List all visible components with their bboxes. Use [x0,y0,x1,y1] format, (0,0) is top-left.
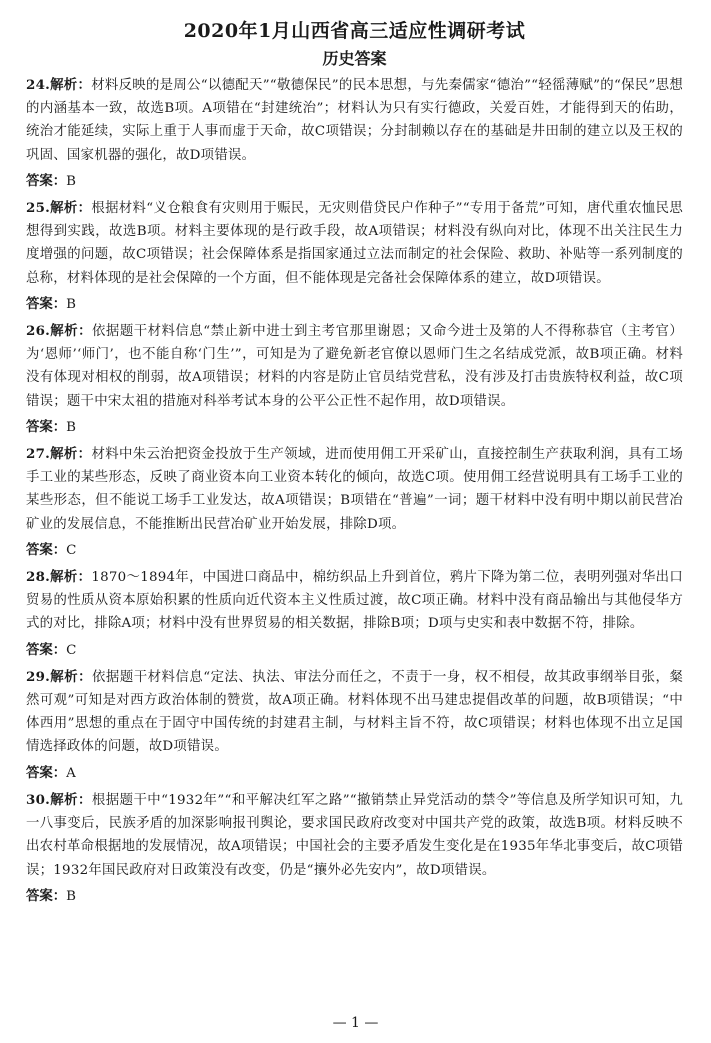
question-item [26,666,683,785]
analysis-text: 依据题干材料信息“禁止新中进士到主考官那里谢恩；又命今进士及第的人不得称恭官（主考官）为‘恩师’‘师门’，也不能自称‘门生’”，可知是为了避免新老官僚以恩师门生之名结成党派，故B项正确。材料没有体现对相权的削弱，故A项错误；材料的内容是防止官员结党营私，没有涉及打击贵族特权利益，故C项错误；题干中宋太祖的措施对科举考试本身的公平公正性不起作用，故D项错误。 [26,324,683,409]
question-item [26,789,683,908]
question-answer [26,539,683,562]
question-analysis [26,74,683,167]
question-number: 25. [26,200,51,217]
question-analysis [26,320,683,413]
analysis-label: 解析： [50,77,92,93]
question-analysis [26,443,683,536]
answer-value: C [66,642,77,658]
question-answer [26,170,683,193]
answer-label: 答案： [26,172,67,189]
page-title: 2020年1月山西省高三适应性调研考试 [183,20,526,42]
question-item [26,197,683,316]
analysis-text: 1870～1894年，中国进口商品中，棉纺织品上升到首位，鸦片下降为第二位，表明列强对华出口贸易的性质从资本原始积累的性质向近代资本主义性质过渡，故C项正确。材料中没有商品输出与其他侵华方式的对比，排除A项；材料中没有世界贸易的相关数据，排除B项；D项与史实和表中数据不符，排除。 [26,570,684,632]
question-item [26,74,683,193]
question-analysis [26,566,683,636]
answer-label: 答案： [26,295,67,312]
question-number: 24. [26,77,51,93]
analysis-text: 根据题干中“1932年”“和平解决红军之路”“撤销禁止异党活动的禁令”等信息及所学知识可知，九一八事变后，民族矛盾的加深影响报刊舆论，要求国民政府改变对中国共产党的政策，故选B项。材料反映不出农村革命根据地的发展情况，故A项错误；中国社会的主要矛盾发生变化是在1935年华北事变后，故C项错误；1932年国民政府对日政策没有改变，仍是“攘外必先安内”，故D项错误。 [26,792,684,878]
question-number: 26. [26,323,51,340]
analysis-text: 材料中朱云治把资金投放于生产领域，进而使用佣工开采矿山，直接控制生产获取利润，具有工场手工业的某些形态，反映了商业资本向工业资本转化的倾向，故选C项。使用佣工经营说明具有工场手工业的某些形态，但不能说工场手工业发达，故A项错误；B项错在“普遍”一词；题干材料中没有明中期以前民营冶矿业的发展信息，不能推断出民营冶矿业开始发展，排除D项。 [26,447,684,532]
question-number: 30. [26,791,51,808]
question-item [26,320,683,439]
analysis-label: 解析： [50,668,93,685]
answer-value: B [66,419,77,435]
question-answer [26,885,683,908]
question-analysis [26,789,683,882]
question-analysis [26,197,683,290]
analysis-label: 解析： [50,446,92,463]
answer-value: B [66,173,77,189]
question-analysis [26,666,683,759]
answer-value: C [66,542,77,558]
question-answer [26,293,683,316]
question-answer [26,416,683,439]
question-number: 29. [26,668,51,685]
answer-label: 答案： [26,641,67,658]
analysis-label: 解析： [50,323,93,340]
answer-label: 答案： [26,887,67,904]
page-number: — 1 — [332,1015,379,1031]
question-item [26,566,683,662]
question-number: 27. [26,446,51,463]
analysis-text: 根据材料“义仓粮食有灾则用于赈民，无灾则借贷民户作种子”“专用于备荒”可知，唐代重农恤民思想得到实践，故选B项。材料主要体现的是行政手段，故A项错误；材料没有纵向对比，体现不出关注民生力度增强的问题，故C项错误；社会保障体系是指国家通过立法而制定的社会保险、救助、补贴等一系列制度的总称，材料体现的是社会保障的一个方面，但不能体现是完备社会保障体系的建立，故D项错误。 [26,201,683,286]
answer-label: 答案： [26,418,67,435]
answer-label: 答案： [26,764,67,781]
question-number: 28. [26,569,51,586]
analysis-text: 材料反映的是周公“以德配天”“敬德保民”的民本思想，与先秦儒家“德治”“轻徭薄赋”的“保民”思想的内涵基本一致，故选B项。A项错在“封建统治”；材料认为只有实行德政，关爱百姓，才能得到天的佑助，统治才能延续，实际上重于人事而虚于天命，故C项错误；分封制赖以存在的基础是井田制的建立以及王权的巩固、国家机器的强化，故D项错误。 [26,78,683,163]
question-item [26,443,683,562]
question-answer [26,762,683,785]
answer-label: 答案： [26,541,67,558]
question-list [26,74,683,908]
analysis-label: 解析： [50,791,92,808]
answer-value: A [66,765,76,781]
analysis-label: 解析： [50,200,92,217]
page-subtitle: 历史答案 [322,49,387,68]
analysis-text: 依据题干材料信息“定法、执法、审法分而任之，不责于一身，权不相侵，故其政事纲举目张，粲然可观”可知是对西方政治体制的赞赏，故A项正确。材料体现不出马建忠提倡改革的问题，故B项错误；“中体西用”思想的重点在于固守中国传统的封建君主制，与材料主旨不符，故C项错误；材料也体现不出立足国情选择政体的问题，故D项错误。 [26,669,683,755]
answer-value: B [66,888,77,904]
question-answer [26,639,683,662]
analysis-label: 解析： [50,569,92,586]
answer-value: B [66,296,77,312]
